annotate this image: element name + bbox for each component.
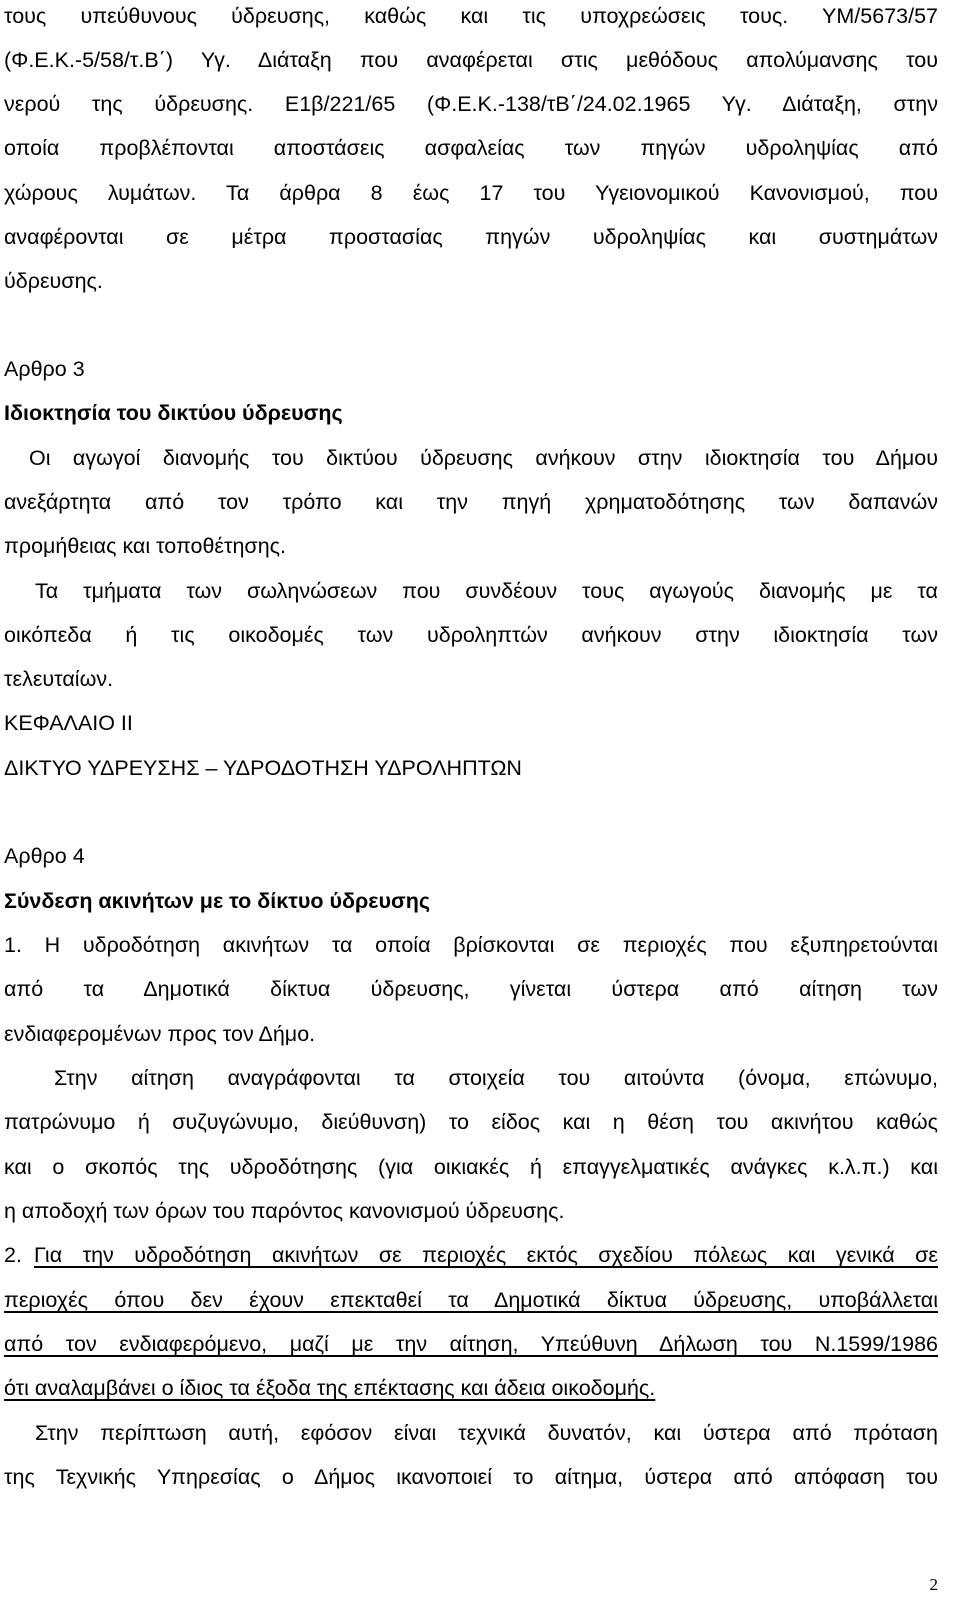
text-line: ύδρευσης. <box>4 269 103 293</box>
text-line: ενδιαφερομένων προς τον Δήμο. <box>4 1022 316 1046</box>
underlined-text-line: ότι αναλαμβάνει ο ίδιος τα έξοδα της επέκτασης και άδεια οικοδομής. <box>4 1376 656 1400</box>
text-line: 1. Η υδροδότηση ακινήτων τα οποία βρίσκονται σε περιοχές που εξυπηρετούνται <box>4 933 938 957</box>
article-3-heading: Αρθρο 3 <box>4 357 85 381</box>
underlined-text-line: από τον ενδιαφερόμενο, μαζί με την αίτηση, Υπεύθυνη Δήλωση του Ν.1599/1986 <box>4 1332 938 1356</box>
chapter-heading: ΚΕΦΑΛΑΙΟ ΙΙ <box>4 711 133 735</box>
article-3-title: Ιδιοκτησία του δικτύου ύδρευσης <box>4 401 343 425</box>
text-line: Οι αγωγοί διανομής του δικτύου ύδρευσης ανήκουν στην ιδιοκτησία του Δήμου <box>29 446 938 470</box>
article-4-title: Σύνδεση ακινήτων με το δίκτυο ύδρευσης <box>4 889 431 913</box>
text-line: η αποδοχή των όρων του παρόντος κανονισμού ύδρευσης. <box>4 1199 565 1223</box>
page-number: 2 <box>929 1575 938 1594</box>
text-line: ανεξάρτητα από τον τρόπο και την πηγή χρηματοδότησης των δαπανών <box>4 490 938 514</box>
chapter-title: ΔΙΚΤΥΟ ΥΔΡΕΥΣΗΣ – ΥΔΡΟΔΟΤΗΣΗ ΥΔΡΟΛΗΠΤΩΝ <box>4 756 522 780</box>
text-line: και ο σκοπός της υδροδότησης (για οικιακές ή επαγγελματικές ανάγκες κ.λ.π.) και <box>4 1155 938 1179</box>
text-line: προμήθειας και τοποθέτησης. <box>4 534 286 558</box>
text-line: οικόπεδα ή τις οικοδομές των υδροληπτών ανήκουν στην ιδιοκτησία των <box>4 623 938 647</box>
text-line: χώρους λυμάτων. Τα άρθρα 8 έως 17 του Υγειονομικού Κανονισμού, που <box>4 181 938 205</box>
text-line: οποία προβλέπονται αποστάσεις ασφαλείας των πηγών υδροληψίας από <box>4 136 938 160</box>
text-line: από τα Δημοτικά δίκτυα ύδρευσης, γίνεται ύστερα από αίτηση των <box>4 977 938 1001</box>
underlined-text-line: περιοχές όπου δεν έχουν επεκταθεί τα Δημοτικά δίκτυα ύδρευσης, υποβάλλεται <box>4 1288 938 1312</box>
text-line: αναφέρονται σε μέτρα προστασίας πηγών υδροληψίας και συστημάτων <box>4 225 938 249</box>
article-4-heading: Αρθρο 4 <box>4 844 85 868</box>
text-line: Στην περίπτωση αυτή, εφόσον είναι τεχνικά δυνατόν, και ύστερα από πρόταση <box>35 1421 938 1445</box>
text-line: νερού της ύδρευσης. Ε1β/221/65 (Φ.Ε.Κ.-138/τΒ΄/24.02.1965 Υγ. Διάταξη, στην <box>4 92 938 116</box>
text-line: Στην αίτηση αναγράφονται τα στοιχεία του αιτούντα (όνομα, επώνυμο, <box>54 1066 938 1090</box>
text-line: τους υπεύθυνους ύδρευσης, καθώς και τις υποχρεώσεις τους. ΥΜ/5673/57 <box>4 4 938 28</box>
text-line: πατρώνυμο ή συζυγώνυμο, διεύθυνση) το είδος και η θέση του ακινήτου καθώς <box>4 1110 938 1134</box>
item-number: 2. <box>4 1243 22 1267</box>
text-line: τελευταίων. <box>4 667 114 691</box>
text-line: (Φ.Ε.Κ.-5/58/τ.Β΄) Υγ. Διάταξη που αναφέρεται στις μεθόδους απολύμανσης του <box>4 48 938 72</box>
text-line: της Τεχνικής Υπηρεσίας ο Δήμος ικανοποιεί το αίτημα, ύστερα από απόφαση του <box>4 1465 938 1489</box>
underlined-text-line: Για την υδροδότηση ακινήτων σε περιοχές εκτός σχεδίου πόλεως και γενικά σε <box>34 1243 938 1267</box>
text-line: Τα τμήματα των σωληνώσεων που συνδέουν τους αγωγούς διανομής με τα <box>35 579 938 603</box>
